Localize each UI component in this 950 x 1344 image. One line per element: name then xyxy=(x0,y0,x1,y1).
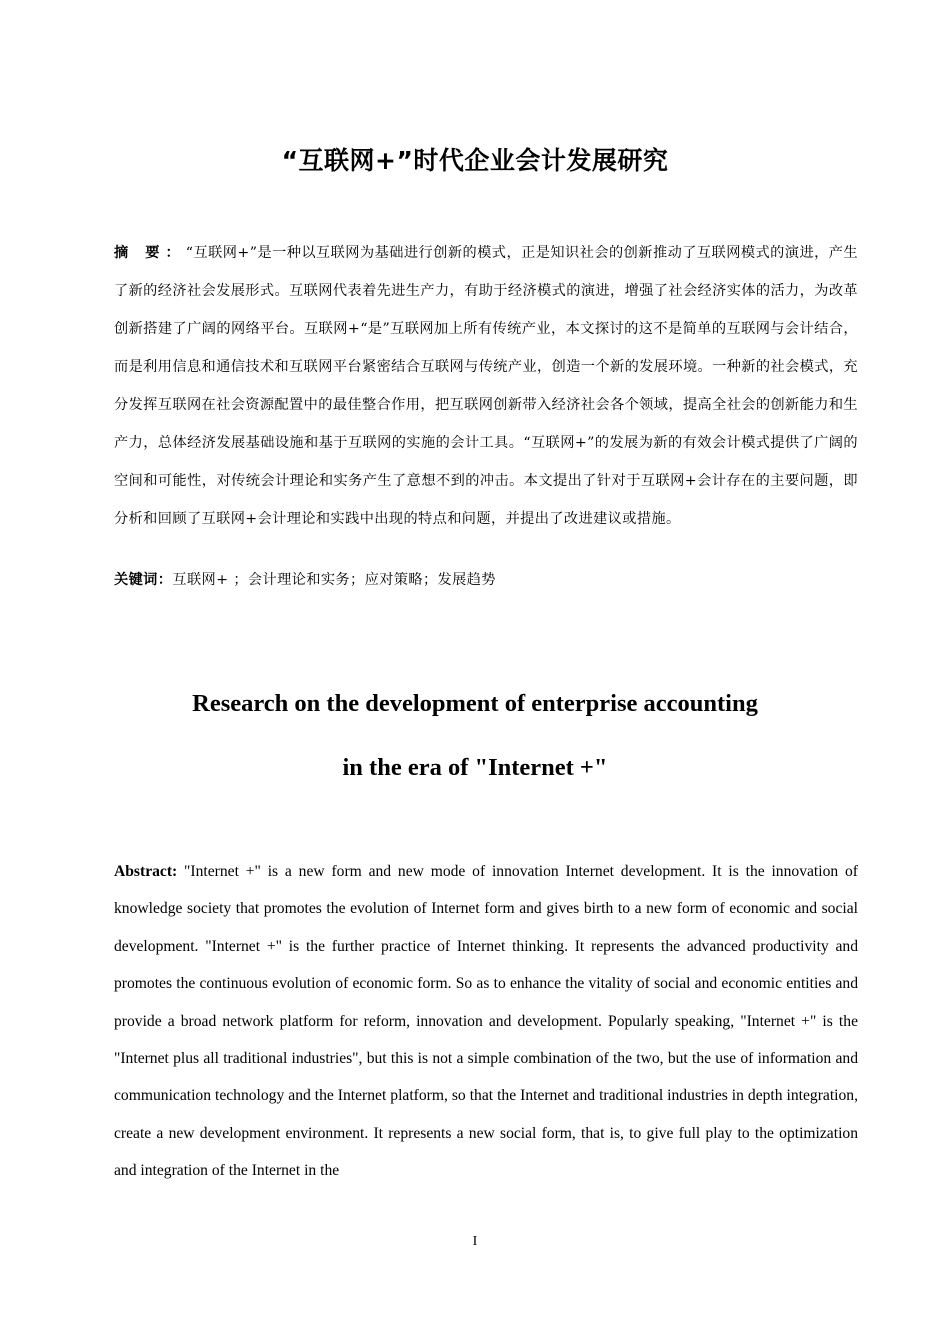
english-title-line-2: in the era of "Internet +" xyxy=(342,754,608,781)
chinese-keywords-label: 关键词： xyxy=(114,572,173,588)
chinese-abstract-text: “互联网+”是一种以互联网为基础进行创新的模式，正是知识社会的创新推动了互联网模式的演进，产生了新的经济社会发展形式。互联网代表着先进生产力，有助于经济模式的演进，增强了社会经济实体的活力，为改革创新搭建了广阔的网络平台。互联网+“是”互联网加上所有传统产业，本文探讨的这不是简单的互联网与会计结合，而是利用信息和通信技术和互联网平台紧密结合互联网与传统产业，创造一个新的发展环境。一种新的社会模式，充分发挥互联网在社会资源配置中的最佳整合作用，把互联网创新带入经济社会各个领域，提高全社会的创新能力和生产力，总体经济发展基础设施和基于互联网的实施的会计工具。“互联网+”的发展为新的有效会计模式提供了广阔的空间和可能性，对传统会计理论和实务产生了意想不到的冲击。本文提出了针对于互联网+会计存在的主要问题，即分析和回顾了互联网+会计理论和实践中出现的特点和问题，并提出了改进建议或措施。 xyxy=(114,245,858,527)
chinese-abstract xyxy=(114,234,858,538)
english-abstract-text: "Internet +" is a new form and new mode of innovation Internet development. It is the innovation of knowledge society that promotes the evolution of Internet form and gives birth to a new form of economic and social development. "Internet +" is the further practice of Internet thinking. It represents the advanced productivity and promotes the continuous evolution of economic form. So as to enhance the vitality of social and economic entities and provide a broad network platform for reform, innovation and development. Popularly speaking, "Internet +" is the "Internet plus all traditional industries", but this is not a simple combination of the two, but the use of information and communication technology and the Internet platform, so that the Internet and traditional industries in depth integration, create a new development environment. It represents a new social form, that is, to give full play to the optimization and integration of the Internet in the xyxy=(114,863,858,1180)
english-title-line-1: Research on the development of enterprise accounting xyxy=(192,690,758,717)
english-abstract-label: Abstract: xyxy=(114,863,178,880)
chinese-keywords xyxy=(114,566,858,594)
english-title xyxy=(0,672,950,800)
chinese-abstract-label: 摘 要： xyxy=(114,245,186,261)
page-number: I xyxy=(472,1234,478,1249)
english-abstract xyxy=(114,853,858,1190)
chinese-title: “互联网+”时代企业会计发展研究 xyxy=(281,146,669,175)
chinese-keywords-text: 互联网+ ；会计理论和实务；应对策略；发展趋势 xyxy=(172,572,496,588)
